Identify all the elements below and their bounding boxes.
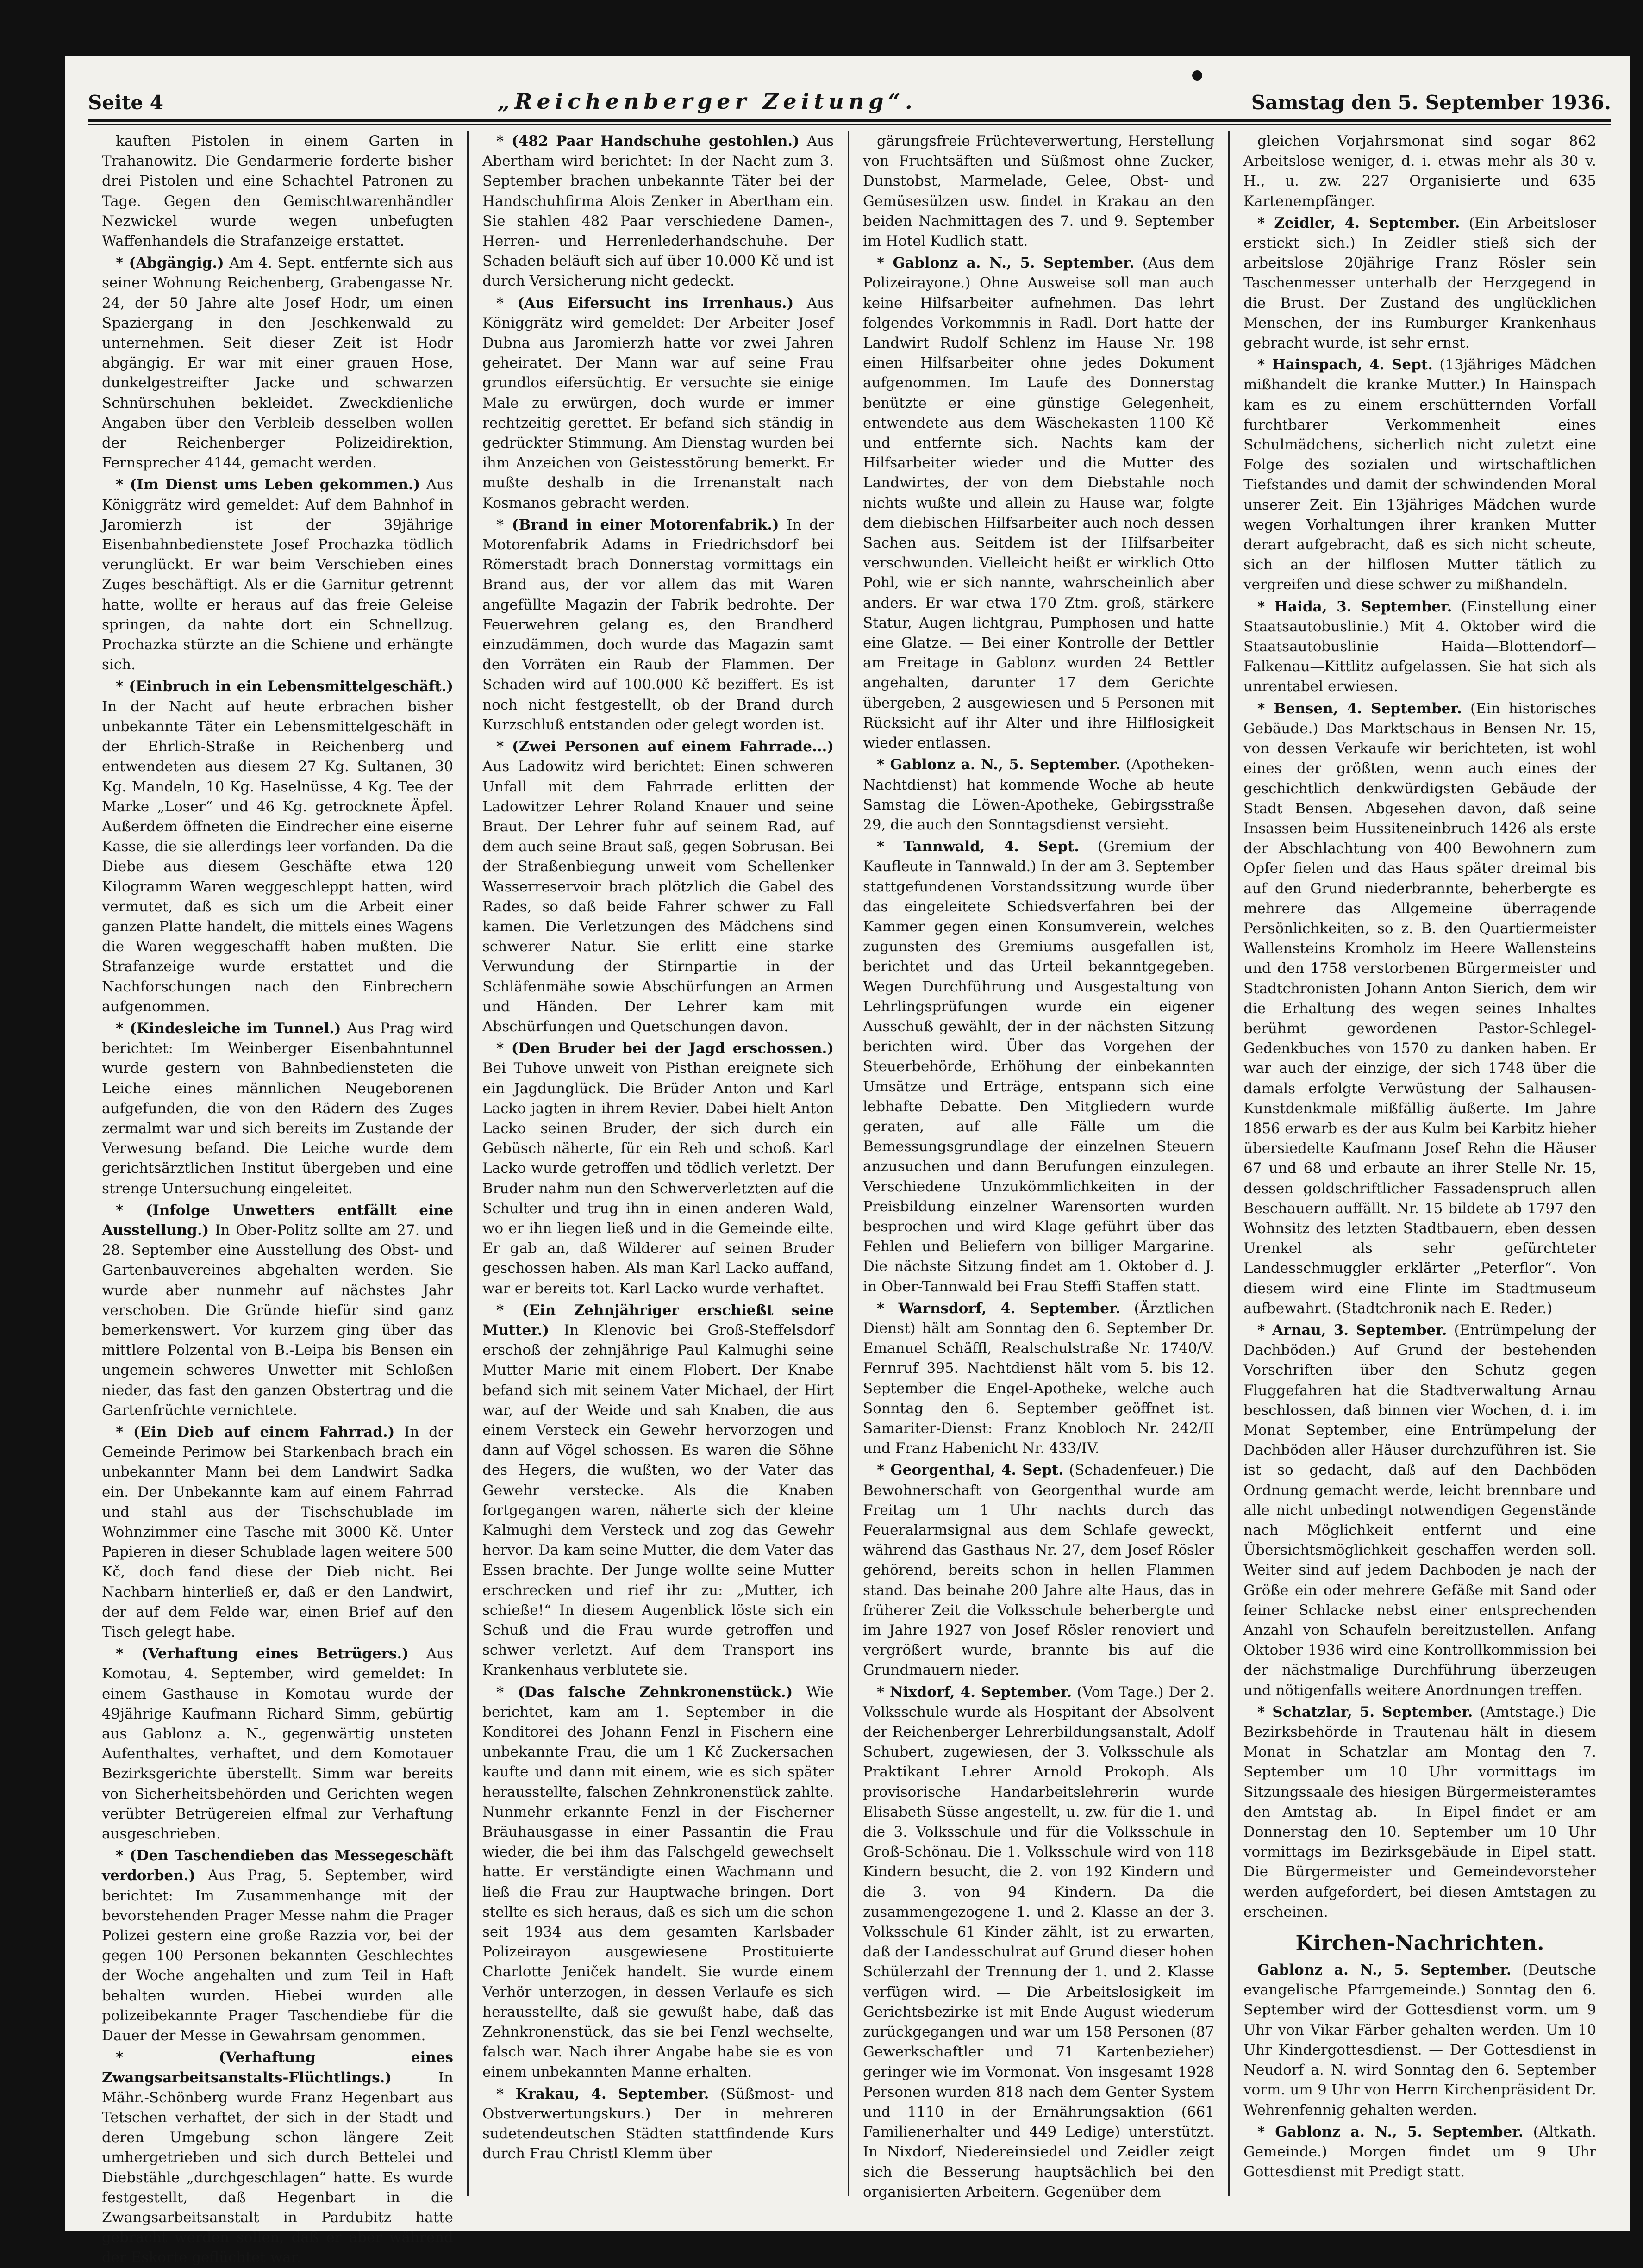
article-paragraph: [482, 737, 834, 1037]
article-text: (Ärztlichen Dienst) hält am Sonntag den 6. September Dr. Emanuel Schäffl, Realschulstraße Nr. 1740/V. Fernruf 395. Nachtdienst hält vom 5. bis 12. September die Engel-Apotheke, welche auch Sonntag den 6. September geöffnet ist. Samariter-Dienst: Franz Knobloch Nr. 242/II und Franz Habenicht Nr. 433/IV.: [863, 1300, 1215, 1457]
article-text: (Schadenfeuer.) Die Bewohnerschaft von Georgenthal wurde am Freitag um 1 Uhr nachts durch das Feueralarmsignal aus dem Schlafe geweckt, während das Gasthaus Nr. 27, dem Josef Rösler gehörend, bereits schon in hellen Flammen stand. Das beinahe 200 Jahre alte Haus, das in früherer Zeit die Volksschule beherbergte und im Jahre 1927 von Josef Rösler renoviert und vergrößert wurde, brannte bis auf die Grundmauern nieder.: [863, 1462, 1214, 1679]
article-text: Aus Komotau, 4. September, wird gemeldet: In einem Gasthause in Komotau wurde der 49jährige Kaufmann Richard Simm, gebürtig aus Gablonz a. N., gegenwärtig unsteten Aufenthaltes, verhaftet, und dem Komotauer Bezirksgerichte überstellt. Simm war bereits von Sicherheitsbehörden und Gerichten wegen verübter Betrügereien elfmal zur Verhaftung ausgeschrieben.: [102, 1645, 454, 1843]
article-heading: * Warnsdorf, 4. September.: [877, 1300, 1121, 1317]
article-paragraph: [102, 2048, 453, 2268]
header-rule-thin: [88, 124, 1611, 125]
article-heading: Gablonz a. N., 5. September.: [1257, 1962, 1512, 1979]
article-text: (Apotheken-Nachtdienst) hat kommende Woche ab heute Samstag die Löwen-Apotheke, Gebirgsstraße 29, die auch den Sonntagsdienst versieht.: [863, 756, 1214, 833]
article-text: (13jähriges Mädchen mißhandelt die kranke Mutter.) In Hainspach kam es zu einem erschütternden Vorfall furchtbarer Verkommenheit eines Schulmädchens, sicherlich nicht zuletzt eine Folge des sozialen und wirtschaftlichen Tiefstandes und damit der schwindenden Moral unserer Zeit. Ein 13jähriges Mädchen wurde wegen Vorhaltungen ihrer kranken Mutter derart aufgebracht, daß es sich nicht scheute, sich an der hilflosen Mutter tätlich zu vergreifen und diese schwer zu mißhandeln.: [1243, 356, 1597, 593]
article-heading: * Bensen, 4. September.: [1257, 700, 1462, 717]
article-heading: * (Den Bruder bei der Jagd erschossen.): [496, 1040, 834, 1057]
article-text: Aus Abertham wird berichtet: In der Nacht zum 3. September brachen unbekannte Täter bei der Handschuhfirma Alois Zenker in Abertham ein. Sie stahlen 482 Paar verschiedene Damen-, Herren- und Herrenlederhandschuhe. Der Schaden beläuft sich auf über 10.000 Kč und ist durch Versicherung nicht gedeckt.: [482, 133, 834, 290]
header-rule: [88, 119, 1611, 122]
article-paragraph: [1243, 213, 1596, 353]
article-heading: * (Ein Dieb auf einem Fahrrad.): [116, 1424, 395, 1440]
article-heading: * (482 Paar Handschuhe gestohlen.): [496, 133, 800, 150]
article-paragraph: [1243, 355, 1596, 595]
article-heading: * (Den Taschendieben das Messegeschäft verdorben.): [102, 1847, 453, 1884]
article-heading: * Krakau, 4. September.: [496, 2085, 709, 2102]
article-heading: * Georgenthal, 4. Sept.: [877, 1462, 1064, 1479]
article-heading: * Zeidler, 4. September.: [1257, 214, 1460, 231]
article-text: In Ober-Politz sollte am 27. und 28. September eine Ausstellung des Obst- und Gartenbauvereines abgehalten werden. Sie wurde aber nunmehr auf nächstes Jahr verschoben. Die Gründe hiefür sind ganz bemerkenswert. Vor kurzem ging über das mittlere Polzental von B.-Leipa bis Bensen ein ungemein schweres Unwetter mit Schloßen nieder, das fast den ganzen Obstertrag und die Gartenfrüchte vernichtete.: [102, 1221, 453, 1419]
article-columns: [88, 131, 1611, 2266]
article-text: In der Motorenfabrik Adams in Friedrichsdorf bei Römerstadt brach Donnerstag vormittags ein Brand aus, der vor allem das mit Waren angefüllte Magazin der Fabrik bedrohte. Der Feuerwehren gelang es, den Brandherd einzudämmen, doch wurde das Magazin samt den Vorräten ein Raub der Flammen. Der Schaden wird auf 100.000 Kč beziffert. Es ist noch nicht festgestellt, ob der Brand durch Kurzschluß entstanden oder gelegt worden ist.: [482, 516, 834, 733]
article-text: (Vom Tage.) Der 2. Volksschule wurde als Hospitant der Absolvent der Reichenberger Lehrerbildungsanstalt, Adolf Schubert, zugewiesen, der 3. Volksschule als Praktikant Lehrer Arnold Prokoph. Als provisorische Handarbeitslehrerin wurde Elisabeth Süsse angestellt, u. zw. für die 1. und die 3. Volksschule und für die Volksschule in Groß-Schönau. Die 1. Volksschule wird von 118 Kindern besucht, die 2. von 192 Kindern und die 3. von 94 Kindern. Da die zusammengezogene 1. und 2. Klasse an der 3. Volksschule 61 Kinder zählt, ist zu erwarten, daß der Landesschulrat auf Grund dieser hohen Schülerzahl der Trennung der 1. und 2. Klasse verfügen wird. — Die Arbeitslosigkeit im Gerichtsbezirke ist mit Ende August wiederum zurückgegangen und war um 158 Personen (87 Gewerkschaftler und 71 Kartenbezieher) geringer wie im Vormonat. Von insgesamt 1928 Personen wurden 818 nach dem Genter System und 1110 in der Ernährungsaktion (661 Familienerhalter und 449 Ledige) unterstützt. In Nixdorf, Niedereinsiedel und Zeidler zeigt sich die Besserung hauptsächlich bei den organisierten Arbeitern. Gegenüber dem: [863, 1683, 1214, 2200]
article-text: (Aus dem Polizeirayone.) Ohne Ausweise soll man auch keine Hilfsarbeiter aufnehmen. Das lehrt folgendes Vorkommnis in Radl. Dort hatte der Landwirt Rudolf Schlenz im Hause Nr. 198 einen Hilfsarbeiter ohne jedes Dokument aufgenommen. Im Laufe des Donnerstag benützte er eine günstige Gelegenheit, entwendete aus dem Wäschekasten 1100 Kč und entfernte sich. Nachts kam der Hilfsarbeiter wieder und die Mutter des Landwirtes, der von dem Diebstahle noch nichts wußte und allein zu Hause war, folgte dem diebischen Hilfsarbeiter auch noch dessen Sachen aus. Seitdem ist der Hilfsarbeiter verschwunden. Vielleicht heißt er wirklich Otto Pohl, wie er sich nannte, wahrscheinlich aber anders. Er war etwa 170 Ztm. groß, stärkere Statur, Augen lichtgrau, Pumphosen und hatte eine Glatze. — Bei einer Kontrolle der Bettler am Freitage in Gablonz wurden 24 Bettler angehalten, darunter 17 dem Gerichte übergeben, 2 ausgewiesen und 5 Personen mit Rücksicht auf ihr Alter und ihre Hilflosigkeit wieder entlassen.: [863, 255, 1215, 752]
article-heading: * (Im Dienst ums Leben gekommen.): [116, 476, 420, 493]
article-text: (Süßmost- und Obstverwertungskurs.) Der in mehreren sudetendeutschen Städten stattfindende Kurs durch Frau Christl Klemm über: [482, 2085, 834, 2162]
newspaper-page: [65, 56, 1630, 2266]
article-paragraph: [863, 1682, 1214, 2202]
article-text: (Ein historisches Gebäude.) Das Marktschaus in Bensen Nr. 15, von dessen Verkaufe wir berichteten, ist wohl eines der größten, wenn auch eines der geschichtlich denkwürdigsten Gebäude der Stadt Bensen. Abgesehen davon, daß seine Insassen beim Hussiteneinbruch 1426 als erste der Abschlachtung von 400 Bewohnern zum Opfer fielen und das Haus später dreimal bis auf den Grund niederbrannte, beherbergte es mehrere das Allgemeine überragende Persönlichkeiten, so z. B. den Quartiermeister Wallensteins Kromholz im Heere Wallensteins und den 1758 verstorbenen Bürgermeister und Stadtchronisten Johann Anton Sierich, dem wir die Erhaltung des wegen seines Inhaltes berühmt gewordenen Pastor-Schlegel-Gedenkbuches von 1570 zu danken haben. Er war auch der einzige, der sich 1748 über die damals erfolgte Verwüstung der Salhausen-Kunstdenkmale mißfällig äußerte. Im Jahre 1856 erwarb es der aus Kulm bei Karbitz hieher übersiedelte Kaufmann Josef Rehn die Häuser 67 und 68 und erbaute an ihrer Stelle Nr. 15, dessen goldschriftlicher Fassadenspruch allen Beschauern auffällt. Nr. 15 bildete ab 1797 den Wohnsitz des letzten Stadtbauern, eben dessen Urenkel als sehr gefürchteter Landesschmuggler erklärter „Peterflor“. Von diesem wird eine Flinte im Stadtmuseum aufbewahrt. (Stadtchronik nach E. Reder.): [1243, 700, 1597, 1317]
article-paragraph: [1243, 1702, 1596, 1922]
article-heading: * (Verhaftung eines Betrügers.): [116, 1645, 409, 1663]
article-text: In der Gemeinde Perimow bei Starkenbach brach ein unbekannter Mann bei dem Landwirt Sadka ein. Der Unbekannte kam auf einem Fahrrad und stahl aus der Tischschublade im Wohnzimmer eine Tasche mit 3000 Kč. Unter Papieren in dieser Schublade lagen weitere 500 Kč, doch fand diese der Dieb nicht. Bei Nachbarn hinterließ er, daß er den Landwirt, der auf dem Felde war, einen Brief auf den Tisch gelegt habe.: [102, 1424, 454, 1641]
article-text: kauften Pistolen in einem Garten in Trahanowitz. Die Gendarmerie forderte bisher drei Pistolen und eine Schachtel Patronen zu Tage. Gegen den Gemischtwarenhändler Nezwickel wurde wegen unbefugten Waffenhandels die Strafanzeige erstattet.: [102, 133, 453, 250]
article-text: In Klenovic bei Groß-Steffelsdorf erschoß der zehnjährige Paul Kalmughi seine Mutter Marie mit einem Flobert. Der Knabe befand sich mit seinem Vater Michael, der Hirt war, auf der Weide und sah Knaben, die aus einem Versteck ein Gewehr hervorzogen und dann auf Vögel schossen. Es waren die Söhne des Hegers, die wußten, wo der Vater das Gewehr verstecke. Als die Knaben fortgegangen waren, näherte sich der kleine Kalmughi dem Versteck und zog das Gewehr hervor. Da kam seine Mutter, die dem Vater das Essen brachte. Der Junge wollte seine Mutter erschrecken und rief ihr zu: „Mutter, ich schieße!“ In diesem Augenblick löste sich ein Schuß und die Frau wurde getroffen und schwer verletzt. Auf dem Transport ins Krankenhaus verblutete sie.: [482, 1321, 834, 1679]
article-text: (Amtstage.) Die Bezirksbehörde in Trautenau hält in diesem Monat in Schatzlar am Montag den 7. September um 10 Uhr vormittags im Sitzungssaale des hiesigen Bürgermeisteramtes den Amtstag ab. — In Eipel findet er am Donnerstag den 10. September um 10 Uhr vormittags im Bezirksgebäude in Eipel statt. Die Bürgermeister und Gemeindevorsteher werden aufgefordert, bei diesen Amtstagen zu erscheinen.: [1243, 1703, 1596, 1920]
article-text: (Einstellung einer Staatsautobuslinie.) Mit 4. Oktober wird die Staatsautobuslinie Haida—Blottendorf—Falkenau—Kittlitz aufgelassen. Sie hat sich als unrentabel erwiesen.: [1243, 598, 1596, 695]
article-paragraph: [1243, 1960, 1596, 2120]
article-heading: * (Das falsche Zehnkronenstück.): [496, 1683, 793, 1701]
article-heading: * Gablonz a. N., 5. September.: [1257, 2123, 1524, 2140]
column-3: [849, 131, 1230, 2200]
article-text: Aus Prag, 5. September, wird berichtet: Im Zusammenhange mit der bevorstehenden Prager Messe nahm die Prager Polizei gestern eine große Razzia vor, bei der gegen 100 Personen bekannten Geschlechtes der Woche angehalten und zum Teil in Haft behalten wurden. Hiebei wurden alle polizeibekannte Prager Taschendiebe für die Dauer der Messe in Gewahrsam genommen.: [102, 1867, 454, 2044]
article-text: (Ein Arbeitsloser erstickt sich.) In Zeidler stieß sich der arbeitslose 20jährige Franz Rösler sein Taschenmesser unterhalb der Herzgegend in die Brust. Der Zustand des unglücklichen Menschen, der ins Rumburger Krankenhaus gebracht wurde, ist sehr ernst.: [1243, 214, 1596, 352]
column-2: [469, 131, 849, 2196]
article-paragraph: [863, 131, 1214, 251]
article-text: (Altkath. Gemeinde.) Morgen findet um 9 Uhr Gottesdienst mit Predigt statt.: [1243, 2123, 1596, 2181]
article-heading: * Tannwald, 4. Sept.: [877, 838, 1079, 855]
article-text: Am 4. Sept. entfernte sich aus seiner Wohnung Reichenberg, Grabengasse Nr. 24, der 50 Jahre alte Josef Hodr, um einen Spaziergang in den Jeschkenwald zu unternehmen. Seit dieser Zeit ist Hodr abgängig. Er war mit einer grauen Hose, dunkelgestreifter Jacke und schwarzen Schnürschuhen bekleidet. Zweckdienliche Angaben über den Verbleib desselben wollen der Reichenberger Polizeidirektion, Fernsprecher 4144, gemacht werden.: [102, 255, 454, 472]
article-paragraph: [102, 131, 453, 251]
article-paragraph: [482, 515, 834, 735]
article-paragraph: [102, 677, 453, 1016]
article-paragraph: [102, 1846, 453, 2046]
article-paragraph: [102, 1019, 453, 1199]
article-paragraph: [102, 1201, 453, 1421]
ink-dot: [1192, 70, 1202, 81]
article-paragraph: [863, 253, 1214, 753]
page-header: [88, 81, 1611, 114]
article-text: Aus Prag wird berichtet: Im Weinberger Eisenbahntunnel wurde gestern von Bahnbediensteten die Leiche eines männlichen Neugeborenen aufgefunden, die von den Rädern des Zuges zermalmt war und sich bereits im Zustande der Verwesung befand. Die Leiche wurde dem gerichtsärztlichen Institut übergeben und eine strenge Untersuchung eingeleitet.: [102, 1020, 454, 1197]
newspaper-title: „Reichenberger Zeitung“.: [497, 89, 917, 114]
article-heading: * Haida, 3. September.: [1257, 598, 1452, 615]
article-paragraph: [102, 1644, 453, 1844]
article-heading: * Gablonz a. N., 5. September.: [877, 756, 1121, 773]
article-paragraph: [863, 755, 1214, 835]
article-paragraph: [102, 253, 453, 473]
article-heading: * (Zwei Personen auf einem Fahrrade...): [496, 738, 834, 755]
article-paragraph: [482, 1039, 834, 1299]
article-text: gärungsfreie Früchteverwertung, Herstellung von Fruchtsäften und Süßmost ohne Zucker, Dunstobst, Marmelade, Gelee, Obst- und Gemüsesülzen usw. findet in Krakau an den beiden Nachmittagen des 7. und 9. September im Hotel Kudlich statt.: [863, 133, 1214, 250]
article-paragraph: [1243, 131, 1596, 212]
article-text: In Mähr.-Schönberg wurde Franz Hegenbart aus Tetschen verhaftet, der sich in der Stadt und deren Umgebung schon längere Zeit umhergetrieben und sich durch Bettelei und Diebstähle „durchgeschlagen“ hatte. Es wurde festgestellt, daß Hegenbart in die Zwangsarbeitsanstalt in Pardubitz hatte gebracht werden sollen, daß er aber während der Eskorte geflüchtet war.: [102, 2069, 453, 2266]
article-paragraph: [482, 2084, 834, 2164]
article-heading: * (Aus Eifersucht ins Irrenhaus.): [496, 294, 794, 312]
article-paragraph: [102, 1422, 453, 1642]
article-paragraph: [1243, 2122, 1596, 2182]
issue-date: Samstag den 5. September 1936.: [1251, 91, 1611, 114]
article-text: (Gremium der Kaufleute in Tannwald.) In der am 3. September stattgefundenen Vorstandssitzung wurde über das eingeleitete Schiedsverfahren bei der Kammer gegen einen Konsumverein, welches zugunsten des Gremiums ausgefallen ist, berichtet und das Urteil bekanntgegeben. Wegen Durchführung und Ausgestaltung von Lehrlingsprüfungen wurde ein eigener Ausschuß gewählt, der in der nächsten Sitzung berichten wird. Über das Vorgehen der Steuerbehörde, Erhöhung der einbekannten Umsätze und Erträge, entspann sich eine lebhafte Debatte. Den Mitgliedern wurde geraten, auf alle Fälle um die Bemessungsgrundlage der einzelnen Steuern anzusuchen und dann Berufungen einzulegen. Verschiedene Unzukömmlichkeiten in der Preisbildung einzelner Warensorten wurden besprochen und wird Klage geführt über das Fehlen und Beliefern von billiger Margarine. Die nächste Sitzung findet am 1. Oktober d. J. in Ober-Tannwald bei Frau Steffi Staffen statt.: [863, 838, 1214, 1295]
article-paragraph: [863, 837, 1214, 1297]
article-text: Bei Tuhove unweit von Pisthan ereignete sich ein Jagdunglück. Die Brüder Anton und Karl Lacko jagten in ihrem Revier. Dabei hielt Anton Lacko seinen Bruder, der sich durch ein Gebüsch näherte, für ein Reh und schoß. Karl Lacko wurde getroffen und tödlich verletzt. Der Bruder nahm nun den Schwerverletzten auf die Schulter und trug ihn in einen anderen Wald, wo er ihn liegen ließ und in die Gemeinde eilte. Er gab an, daß Wilderer auf seinen Bruder geschossen haben. Als man Karl Lacko auffand, war er bereits tot. Karl Lacko wurde verhaftet.: [482, 1060, 834, 1297]
article-heading: * (Infolge Unwetters entfällt eine Ausstellung.): [102, 1202, 453, 1239]
article-heading: * (Ein Zehnjähriger erschießt seine Mutter.): [482, 1302, 834, 1339]
article-paragraph: [1243, 1321, 1596, 1701]
article-paragraph: [482, 293, 834, 513]
article-heading: * (Brand in einer Motorenfabrik.): [496, 516, 779, 533]
article-heading: * Arnau, 3. September.: [1257, 1321, 1447, 1339]
article-text: (Deutsche evangelische Pfarrgemeinde.) Sonntag den 6. September wird der Gottesdienst vorm. um 9 Uhr von Vikar Färber gehalten werden. Um 10 Uhr Kindergottesdienst. — Der Gottesdienst in Neudorf a. N. wird Sonntag den 6. September vorm. um 9 Uhr von Herrn Kirchenpräsident Dr. Wehrenfennig gehalten werden.: [1243, 1962, 1596, 2118]
article-heading: * (Einbruch in ein Lebensmittelgeschäft.): [116, 678, 453, 695]
article-heading: * (Abgängig.): [116, 255, 224, 272]
article-text: In der Nacht auf heute erbrachen bisher unbekannte Täter ein Lebensmittelgeschäft in der Ehrlich-Straße in Reichenberg und entwendeten aus diesem 27 Kg. Sultanen, 30 Kg. Mandeln, 10 Kg. Haselnüsse, 4 Kg. Tee der Marke „Loser“ und 46 Kg. getrocknete Äpfel. Außerdem öffneten die Eindrecher eine eiserne Kasse, die sie allerdings leer vorfanden. Da die Diebe aus diesem Geschäfte etwa 120 Kilogramm Waren weggeschleppt hatten, wird vermutet, daß es sich um die Arbeit einer ganzen Platte handelt, die mittels eines Wagens die Waren weggeschafft haben mußten. Die Strafanzeige wurde erstattet und die Nachforschungen nach den Einbrechern aufgenommen.: [102, 698, 453, 1015]
column-4: [1230, 131, 1610, 2196]
section-title: Kirchen-Nachrichten.: [1295, 1932, 1544, 1956]
article-text: Aus Königgrätz wird gemeldet: Auf dem Bahnhof in Jaromierzh ist der 39jährige Eisenbahnbedienstete Josef Prochazka tödlich verunglückt. Er war beim Verschieben eines Zuges beschäftigt. Als er die Garnitur getrennt hatte, wollte er heraus auf das freie Geleise springen, da nahte dort ein Schnellzug. Prochazka stürzte an die Schiene und erhängte sich.: [102, 476, 453, 673]
article-paragraph: [1243, 597, 1596, 697]
article-paragraph: [863, 1299, 1214, 1459]
article-paragraph: [863, 1460, 1214, 1680]
article-heading: * Nixdorf, 4. September.: [877, 1683, 1072, 1701]
article-text: Aus Ladowitz wird berichtet: Einen schweren Unfall mit dem Fahrrade erlitten der Ladowitzer Lehrer Roland Knauer und seine Braut. Der Lehrer fuhr auf seinem Rad, auf dem auch seine Braut saß, gegen Sobrusan. Bei der Straßenbiegung unweit vom Schellenker Wasserreservoir brach plötzlich die Gabel des Rades, so daß beide Fahrer schwer zu Fall kamen. Die Verletzungen des Mädchens sind schwerer Natur. Sie erlitt eine starke Verwundung der Stirnpartie in der Schläfenmähe sowie Abschürfungen an Armen und Händen. Der Lehrer kam mit Abschürfungen und Quetschungen davon.: [482, 758, 834, 1035]
article-heading: * Gablonz a. N., 5. September.: [877, 255, 1135, 272]
article-text: Aus Königgrätz wird gemeldet: Der Arbeiter Josef Dubna aus Jaromierzh hatte vor zwei Jahren geheiratet. Der Mann war auf seine Frau grundlos eifersüchtig. Er versuchte sie einige Male zu erwürgen, doch wurde er immer rechtzeitig gerettet. Er befand sich ständig in gedrückter Stimmung. Am Dienstag wurden bei ihm Anzeichen von Geistesstörung bemerkt. Er mußte deshalb in die Irrenanstalt nach Kosmanos gebracht werden.: [482, 294, 834, 511]
article-paragraph: [1243, 699, 1596, 1319]
article-paragraph: [102, 475, 453, 675]
article-heading: * (Kindesleiche im Tunnel.): [116, 1020, 341, 1037]
article-paragraph: [482, 1682, 834, 2082]
article-heading: * (Verhaftung eines Zwangsarbeitsanstalts-Flüchtlings.): [102, 2049, 453, 2086]
article-text: gleichen Vorjahrsmonat sind sogar 862 Arbeitslose weniger, d. i. etwas mehr als 30 v. H., u. zw. 227 Organisierte und 635 Kartenempfänger.: [1243, 133, 1596, 210]
article-paragraph: [482, 131, 834, 292]
article-text: Wie berichtet, kam am 1. September in die Konditorei des Johann Fenzl in Fischern eine unbekannte Frau, die um 1 Kč Zuckersachen kaufte und dann mit einem, wie es sich später herausstellte, falschen Zehnkronenstück zahlte. Nunmehr erkannte Fenzl in der Fischerner Bräuhausgasse in einer Passantin die Frau wieder, die bei ihm das Falschgeld gewechselt hatte. Er verständigte einen Wachmann und ließ die Frau zur Hauptwache bringen. Dort stellte es sich heraus, daß es sich um die schon seit 1934 aus dem gesamten Karlsbader Polizeirayon ausgewiesene Prostituierte Charlotte Jeniček handelt. Sie wurde einem Verhör unterzogen, in dessen Verlaufe es sich herausstellte, daß sie gewußt habe, daß das Zehnkronenstück, das sie bei Fenzl wechselte, falsch war. Nach ihrer Angabe habe sie es von einem unbekannten Manne erhalten.: [482, 1683, 834, 2081]
article-heading: * Schatzlar, 5. September.: [1257, 1703, 1473, 1720]
article-heading: * Hainspach, 4. Sept.: [1257, 356, 1433, 374]
column-1: [88, 131, 469, 2266]
page-number: Seite 4: [88, 91, 163, 114]
article-paragraph: [482, 1301, 834, 1681]
article-text: (Entrümpelung der Dachböden.) Auf Grund der bestehenden Vorschriften über den Schutz gegen Fluggefahren hat die Stadtverwaltung Arnau beschlossen, daß binnen vier Wochen, d. i. im Monat September, eine Entrümpelung der Dachböden aller Häuser durchzuführen ist. Sie ist so gedacht, daß auf den Dachböden Ordnung gemacht werde, leicht brennbare und alle nicht unbedingt notwendigen Gegenstände nach Möglichkeit entfernt und eine Übersichtsmöglichkeit geschaffen werden soll. Weiter sind auf jedem Dachboden je nach der Größe ein oder mehrere Gefäße mit Sand oder feiner Schlacke nebst einer entsprechenden Anzahl von Schaufeln bereitzustellen. Anfang Oktober 1936 wird eine Kontrollkommission bei der nächstmalige Durchführung überzeugen und nötigenfalls weitere Anordnungen treffen.: [1243, 1321, 1596, 1699]
